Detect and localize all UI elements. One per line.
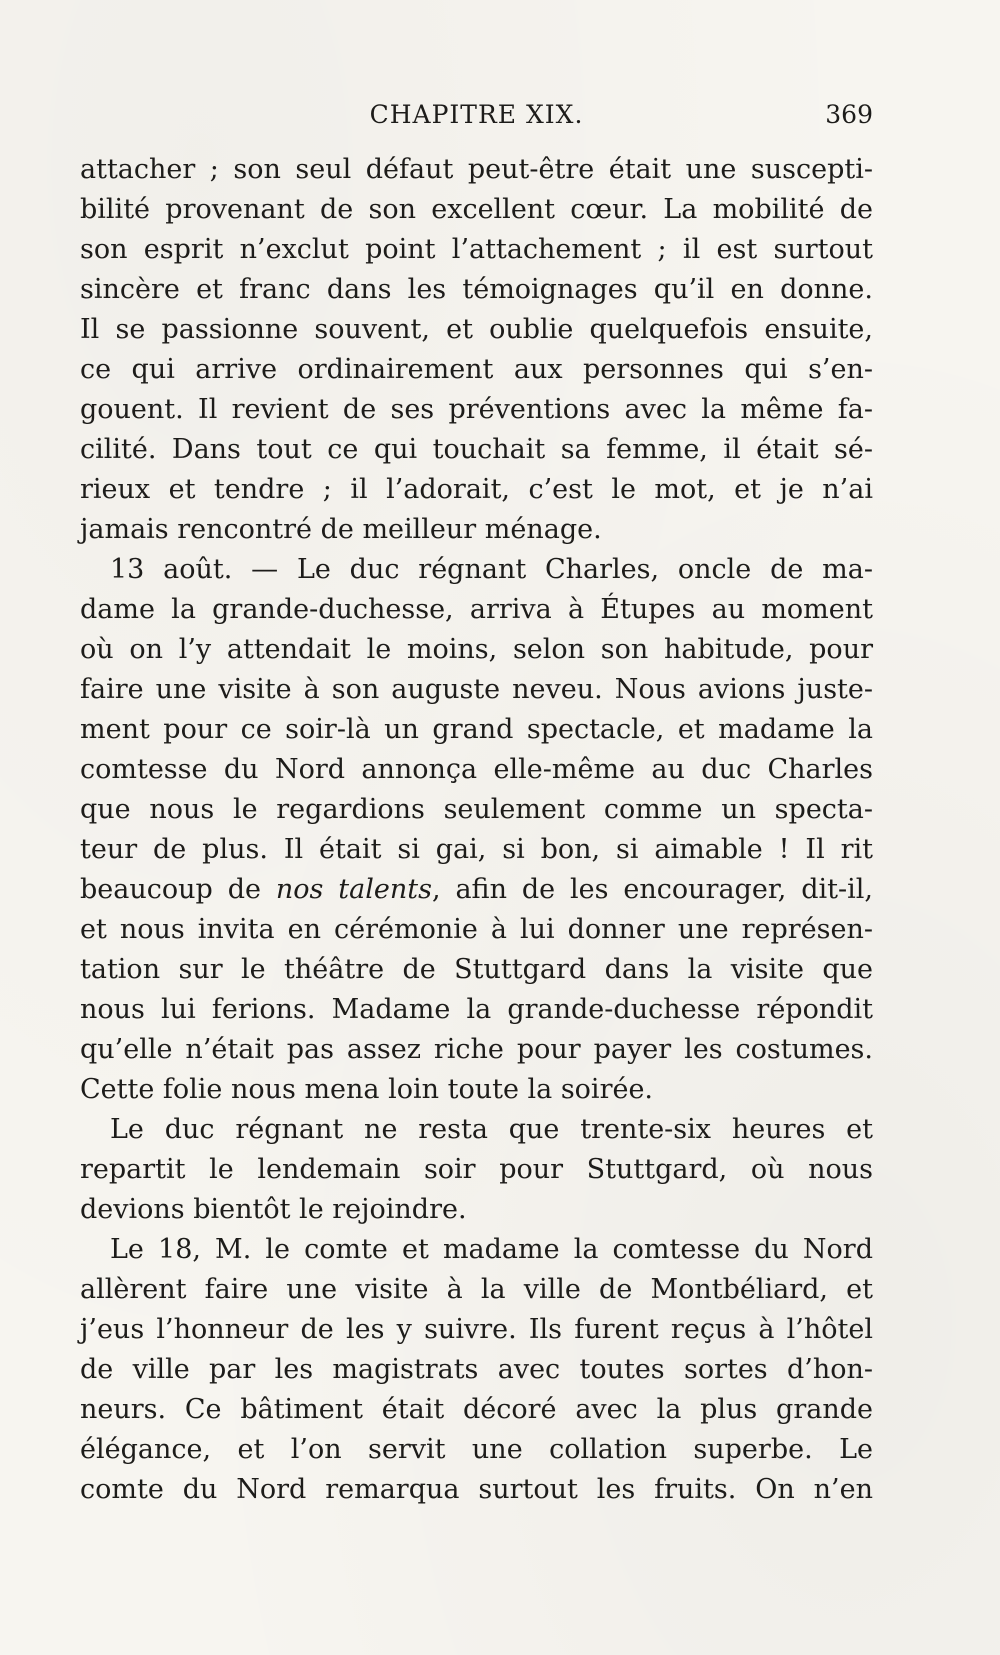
text-line: comte du Nord remarqua surtout les fruits. On n’en <box>80 1474 873 1505</box>
text-line: que nous le regardions seulement comme un specta- <box>80 794 873 825</box>
text-line: comtesse du Nord annonça elle-même au duc Charles <box>80 754 873 785</box>
text-line: de ville par les magistrats avec toutes sortes d’hon- <box>80 1354 873 1385</box>
text-line: jamais rencontré de meilleur ménage. <box>80 514 602 545</box>
page-number: 369 <box>825 100 873 129</box>
text-line: qu’elle n’était pas assez riche pour payer les costumes. <box>80 1034 873 1065</box>
text-line: son esprit n’exclut point l’attachement ; il est surtout <box>80 234 873 265</box>
text-line: teur de plus. Il était si gai, si bon, si aimable ! Il rit <box>80 834 873 865</box>
text-line: j’eus l’honneur de les y suivre. Ils furent reçus à l’hôtel <box>80 1314 873 1345</box>
text-line: repartit le lendemain soir pour Stuttgard, où nous <box>80 1154 873 1185</box>
paragraph <box>80 1110 873 1230</box>
text-line: où on l’y attendait le moins, selon son habitude, pour <box>80 634 873 665</box>
text-line: rieux et tendre ; il l’adorait, c’est le mot, et je n’ai <box>80 474 873 505</box>
text-line: 13 août. — Le duc régnant Charles, oncle de ma- <box>110 554 873 585</box>
page-header <box>80 100 873 132</box>
text-line: Le 18, M. le comte et madame la comtesse du Nord <box>110 1234 873 1265</box>
text-line: devions bientôt le rejoindre. <box>80 1194 467 1225</box>
paragraph <box>80 550 873 1110</box>
text-line: ment pour ce soir-là un grand spectacle, et madame la <box>80 714 873 745</box>
text-line: sincère et franc dans les témoignages qu’il en donne. <box>80 274 873 305</box>
text-line: beaucoup de nos talents, afin de les encourager, dit-il, <box>80 874 873 905</box>
running-title: CHAPITRE XIX. <box>369 100 584 129</box>
text-line: attacher ; son seul défaut peut-être était une suscepti- <box>80 154 873 185</box>
text-line: neurs. Ce bâtiment était décoré avec la plus grande <box>80 1394 873 1425</box>
text-line: élégance, et l’on servit une collation superbe. Le <box>80 1434 873 1465</box>
text-line: et nous invita en cérémonie à lui donner une représen- <box>80 914 873 945</box>
text-line: bilité provenant de son excellent cœur. La mobilité de <box>80 194 873 225</box>
text-line: dame la grande-duchesse, arriva à Étupes au moment <box>80 594 873 625</box>
text-line: Cette folie nous mena loin toute la soirée. <box>80 1074 654 1105</box>
text-line: faire une visite à son auguste neveu. Nous avions juste- <box>80 674 873 705</box>
text-line: allèrent faire une visite à la ville de Montbéliard, et <box>80 1274 873 1305</box>
text-line: tation sur le théâtre de Stuttgard dans la visite que <box>80 954 873 985</box>
text-line: Le duc régnant ne resta que trente-six heures et <box>110 1114 873 1145</box>
text-line: nous lui ferions. Madame la grande-duchesse répondit <box>80 994 873 1025</box>
text-line: cilité. Dans tout ce qui touchait sa femme, il était sé- <box>80 434 873 465</box>
body-text <box>80 150 873 1510</box>
text-line: Il se passionne souvent, et oublie quelquefois ensuite, <box>80 314 873 345</box>
text-line: gouent. Il revient de ses préventions avec la même fa- <box>80 394 873 425</box>
paragraph <box>80 1230 873 1510</box>
paragraph <box>80 150 873 550</box>
text-line: ce qui arrive ordinairement aux personnes qui s’en- <box>80 354 873 385</box>
